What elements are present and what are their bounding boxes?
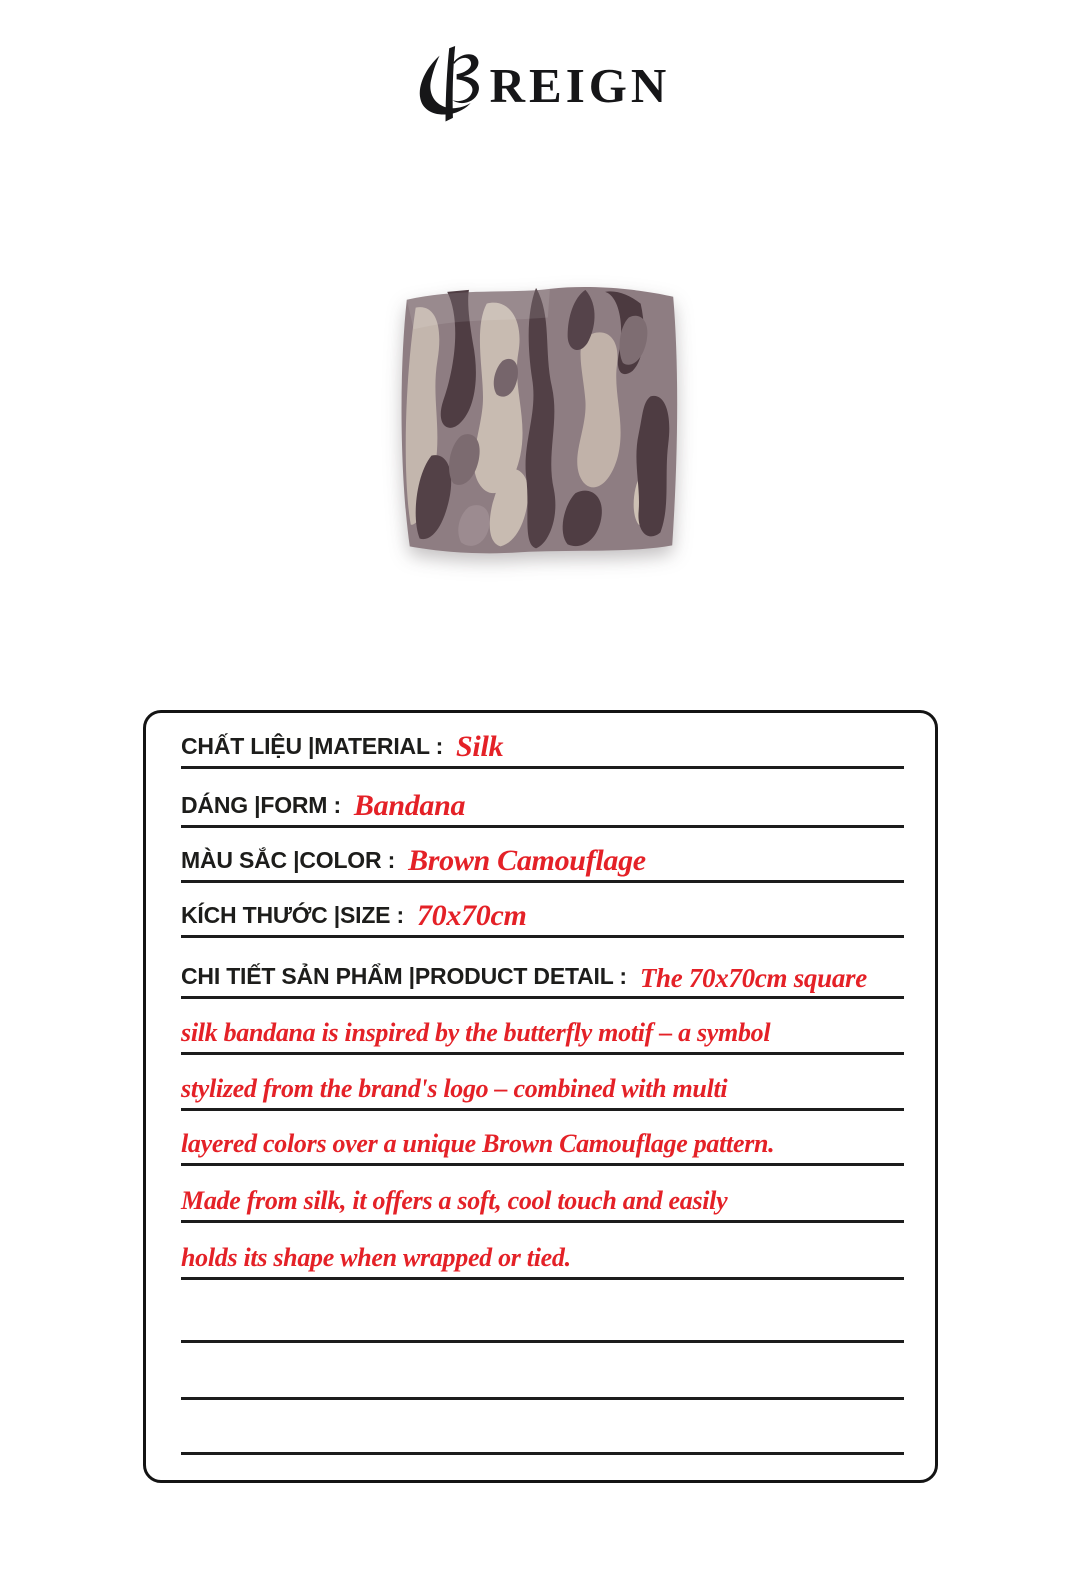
product-detail-value-line-4: layered colors over a unique Brown Camouflage pattern. — [181, 1129, 775, 1158]
color-value: Brown Camouflage — [408, 844, 646, 877]
ruled-line-empty — [181, 1400, 904, 1455]
product-photo-bandana — [392, 278, 688, 574]
product-detail-label: CHI TIẾT SẢN PHẨM |PRODUCT DETAIL : — [181, 963, 627, 989]
product-detail-line — [181, 1166, 904, 1223]
product-detail-value-line-5: Made from silk, it offers a soft, cool touch and easily — [181, 1186, 728, 1215]
ruled-line-empty — [181, 1343, 904, 1400]
spec-row-form — [181, 769, 904, 828]
product-detail-line — [181, 1111, 904, 1166]
spec-card — [143, 710, 938, 1483]
product-detail-line — [181, 1055, 904, 1111]
spec-row-color — [181, 828, 904, 883]
material-label: CHẤT LIỆU |MATERIAL : — [181, 733, 444, 759]
product-detail-line — [181, 1223, 904, 1280]
size-label: KÍCH THƯỚC |SIZE : — [181, 902, 404, 928]
color-label: MÀU SẮC |COLOR : — [181, 847, 396, 873]
product-detail-value-line-2: silk bandana is inspired by the butterfly motif – a symbol — [181, 1018, 771, 1047]
form-value: Bandana — [353, 789, 466, 822]
product-detail-value-line-1: The 70x70cm square — [639, 963, 867, 993]
bandana-camouflage-image — [392, 278, 688, 574]
spec-row-product-detail — [181, 938, 904, 999]
size-value: 70x70cm — [416, 899, 527, 932]
spec-row-size — [181, 883, 904, 938]
butterfly-b-logo-icon — [410, 45, 484, 127]
brand-logo — [0, 44, 1080, 124]
material-value: Silk — [456, 730, 504, 763]
form-label: DÁNG |FORM : — [181, 792, 341, 818]
product-detail-value-line-3: stylized from the brand's logo – combined with multi — [181, 1074, 728, 1103]
brand-name: REIGN — [489, 57, 671, 113]
product-detail-line — [181, 999, 904, 1055]
product-detail-value-line-6: holds its shape when wrapped or tied. — [181, 1243, 571, 1272]
ruled-line-empty — [181, 1280, 904, 1343]
spec-row-material — [181, 713, 904, 769]
